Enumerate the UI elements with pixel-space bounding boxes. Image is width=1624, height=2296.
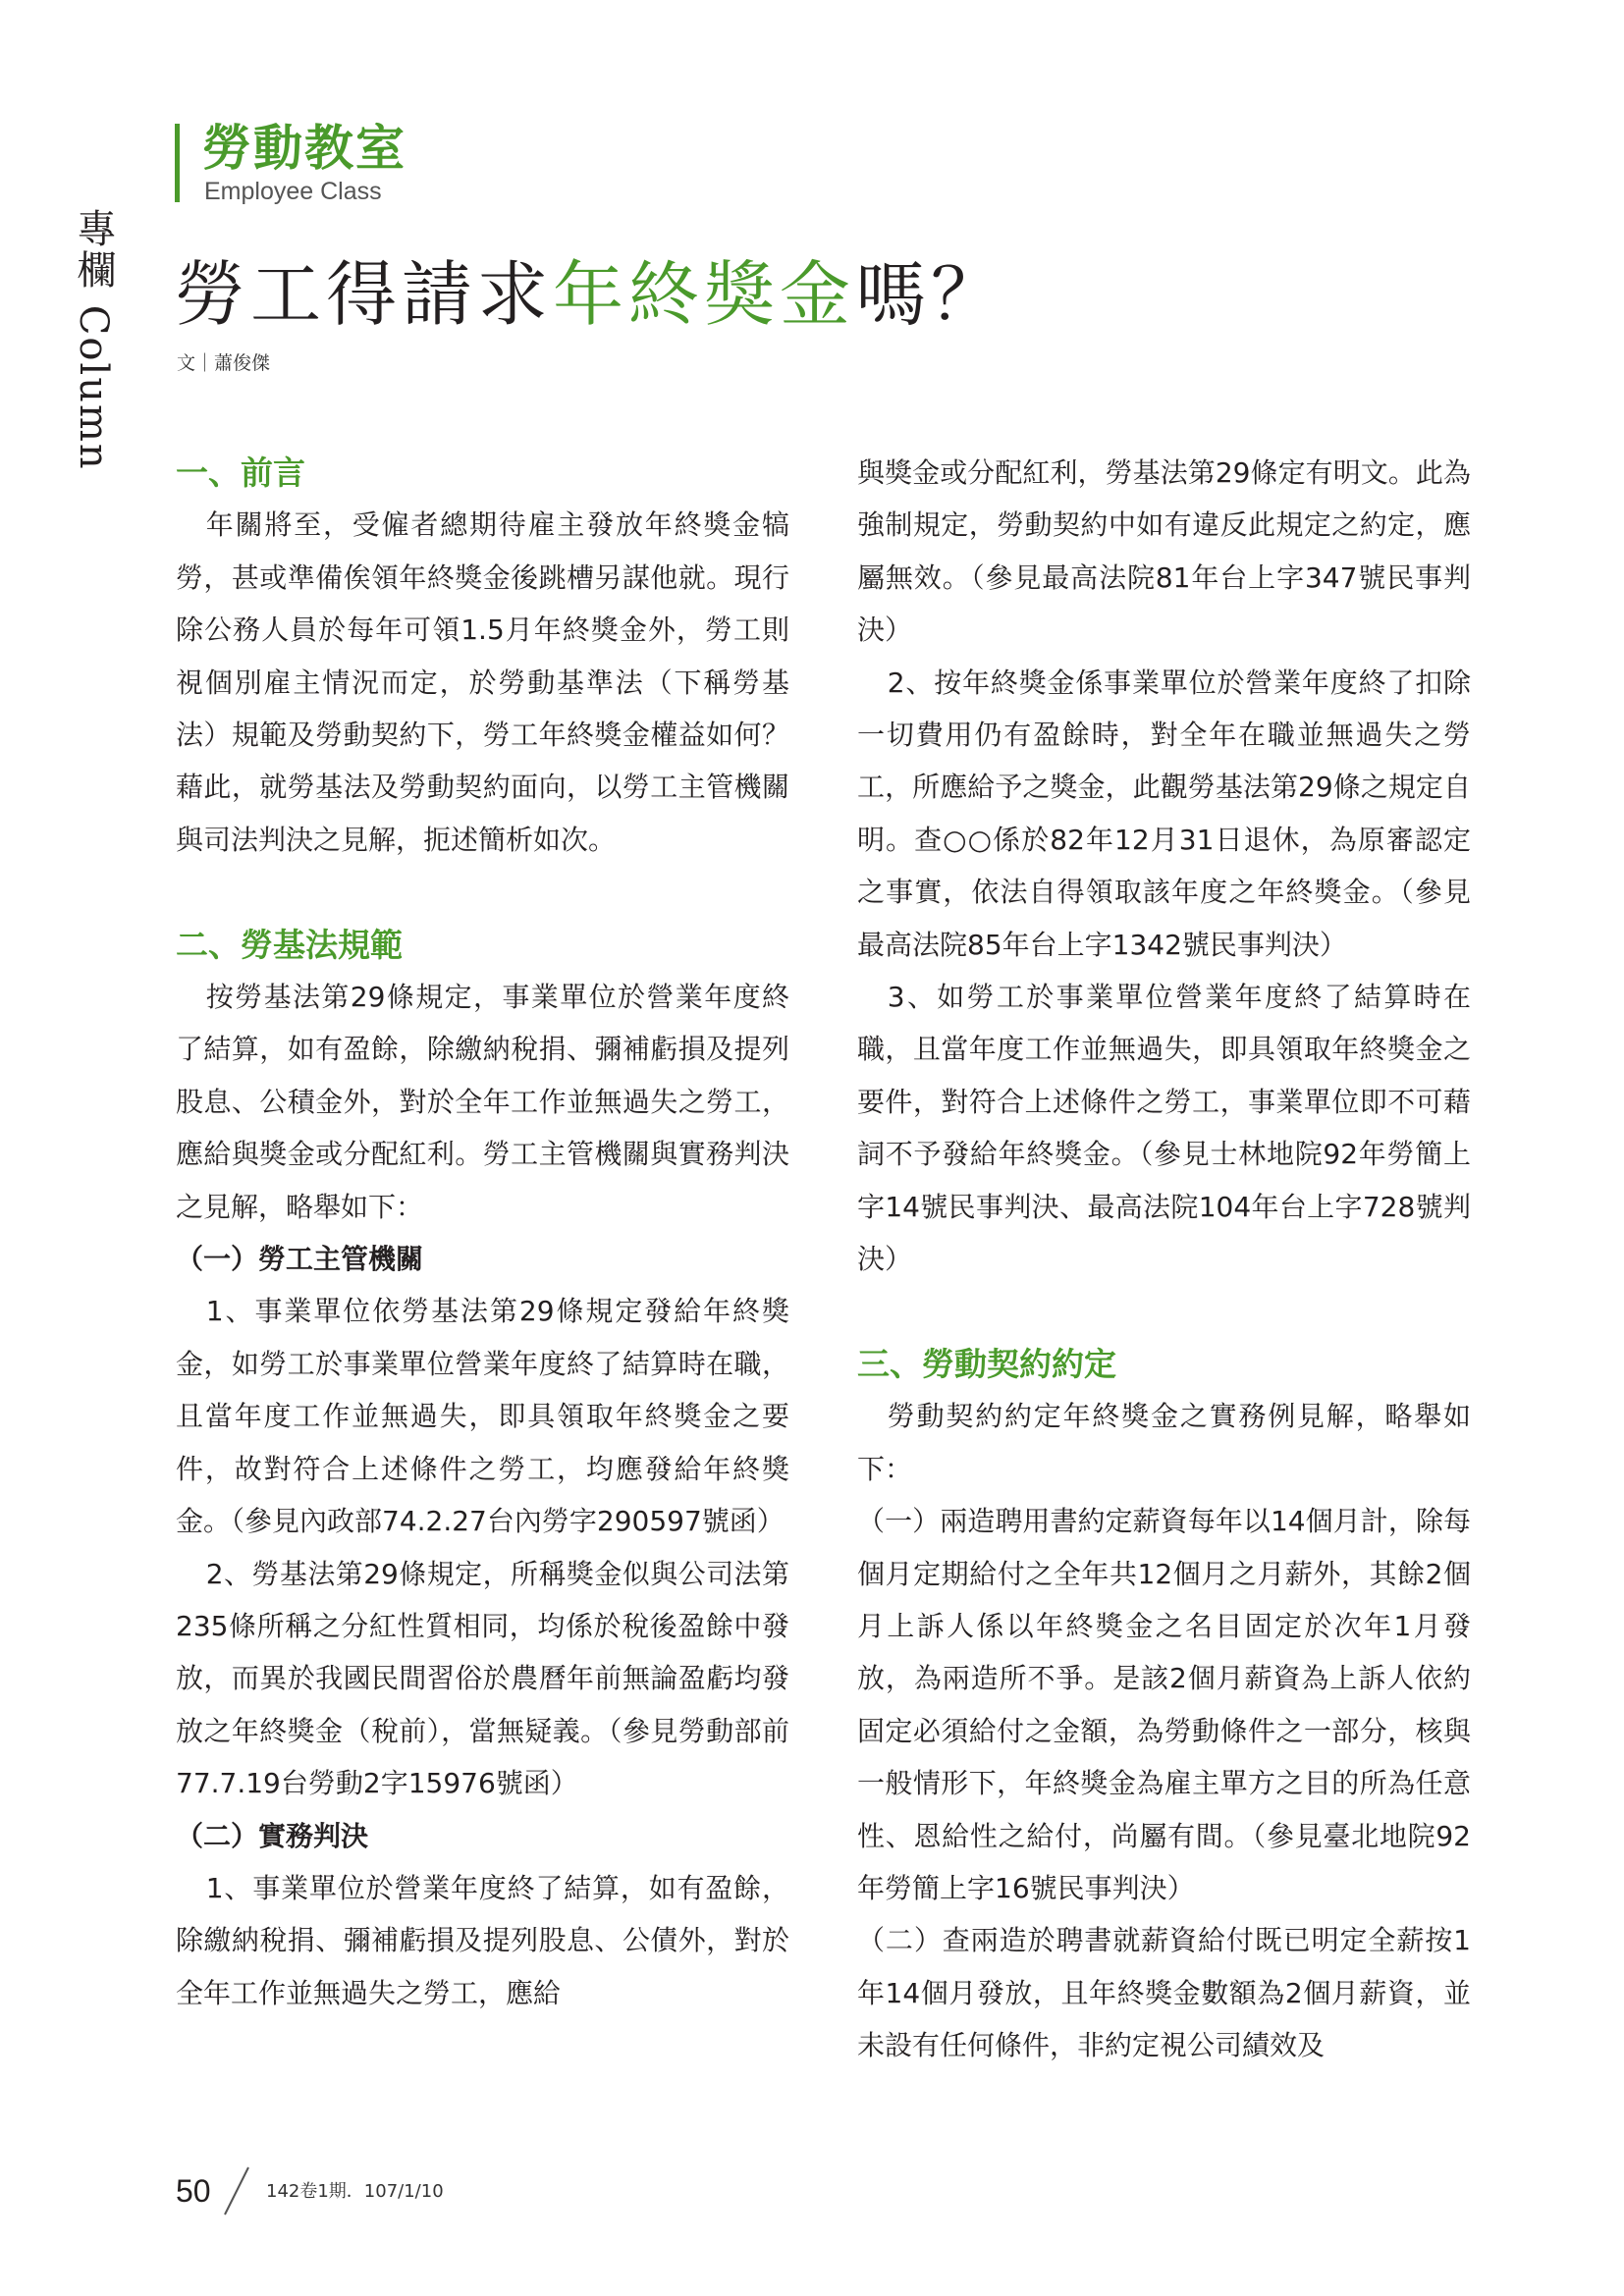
heading-contract: 三、勞動契約約定 <box>857 1344 1116 1383</box>
subheading-judgments: （二）實務判決 <box>176 1819 369 1852</box>
paragraph: 1、事業單位於營業年度終了結算，如有盈餘，除繳納稅捐、彌補虧損及提列股息、公債外，對於全年工作並無過失之勞工，應給 <box>176 1871 789 2009</box>
paragraph: 勞動契約約定年終獎金之實務例見解，略舉如下： <box>857 1400 1471 1485</box>
column-side-label: 專欄 Column <box>71 208 116 471</box>
section-title-zh: 勞動教室 <box>202 120 406 177</box>
paragraph: （一）兩造聘用書約定薪資每年以14個月計，除每個月定期給付之全年共12個月之月薪外，其餘2個月上訴人係以年終獎金之名目固定於次年1月發放，為兩造所不爭。是該2個月薪資為上訴人依約固定必須給付之金額，為勞動條件之一部分，核與一般情形下，年終獎金為雇主單方之目的所為任意性、恩給性之給付，尚屬有間。（參見臺北地院92年勞簡上字16號民事判決） <box>857 1505 1471 1904</box>
page-footer <box>176 2163 667 2218</box>
heading-labor-law: 二、勞基法規範 <box>176 925 403 964</box>
author-byline: 文｜蕭俊傑 <box>177 352 271 374</box>
section-accent-bar <box>175 124 180 202</box>
section-title-en: Employee Class <box>204 178 382 205</box>
paragraph: 2、按年終獎金係事業單位於營業年度終了扣除一切費用仍有盈餘時，對全年在職並無過失之勞工，所應給予之獎金，此觀勞基法第29條之規定自明。查○○係於82年12月31日退休，為原審認定之事實，依法自得領取該年度之年終獎金。（參見最高法院85年台上字1342號民事判決） <box>857 666 1471 961</box>
title-post: 嗎？ <box>855 253 1007 336</box>
title-pre: 勞工得請求 <box>175 253 554 336</box>
paragraph: （二）查兩造於聘書就薪資給付既已明定全薪按1年14個月發放，且年終獎金數額為2個月薪資，並未設有任何條件，非約定視公司績效及 <box>857 1924 1471 2062</box>
paragraph: 2、勞基法第29條規定，所稱獎金似與公司法第235條所稱之分紅性質相同，均係於稅後盈餘中發放，而異於我國民間習俗於農曆年前無論盈虧均發放之年終獎金（稅前），當無疑義。（參見勞動部前77.7.19台勞動2字15976號函） <box>176 1557 789 1800</box>
right-column <box>857 447 1471 2155</box>
article-title <box>175 245 1006 344</box>
paragraph: 與獎金或分配紅利，勞基法第29條定有明文。此為強制規定，勞動契約中如有違反此規定之約定，應屬無效。（參見最高法院81年台上字347號民事判決） <box>857 456 1471 647</box>
issue-info: 142卷1期．107/1/10 <box>266 2181 444 2202</box>
paragraph: 3、如勞工於事業單位營業年度終了結算時在職，且當年度工作並無過失，即具領取年終獎金之要件，對符合上述條件之勞工，事業單位即不可藉詞不予發給年終獎金。（參見士林地院92年勞簡上字14號民事判決、最高法院104年台上字728號判決） <box>857 981 1471 1276</box>
title-highlight: 年終獎金 <box>553 253 856 336</box>
left-column <box>176 447 789 2155</box>
paragraph: 年關將至，受僱者總期待雇主發放年終獎金犒勞，甚或準備俟領年終獎金後跳槽另謀他就。現行除公務人員於每年可領1.5月年終獎金外，勞工則視個別雇主情況而定，於勞動基準法（下稱勞基法）規範及勞動契約下，勞工年終獎金權益如何？藉此，就勞基法及勞動契約面向，以勞工主管機關與司法判決之見解，扼述簡析如次。 <box>176 508 789 856</box>
paragraph: 1、事業單位依勞基法第29條規定發給年終獎金，如勞工於事業單位營業年度終了結算時在職，且當年度工作並無過失，即具領取年終獎金之要件，故對符合上述條件之勞工，均應發給年終獎金。（參見內政部74.2.27台內勞字290597號函） <box>176 1295 789 1538</box>
heading-intro: 一、前言 <box>176 454 305 492</box>
paragraph: 按勞基法第29條規定，事業單位於營業年度終了結算，如有盈餘，除繳納稅捐、彌補虧損及提列股息、公積金外，對於全年工作並無過失之勞工，應給與獎金或分配紅利。勞工主管機關與實務判決之見解，略舉如下： <box>176 981 789 1223</box>
subheading-authority: （一）勞工主管機關 <box>176 1243 424 1276</box>
page-number: 50 <box>176 2173 211 2209</box>
slash-divider-icon <box>217 2163 256 2218</box>
